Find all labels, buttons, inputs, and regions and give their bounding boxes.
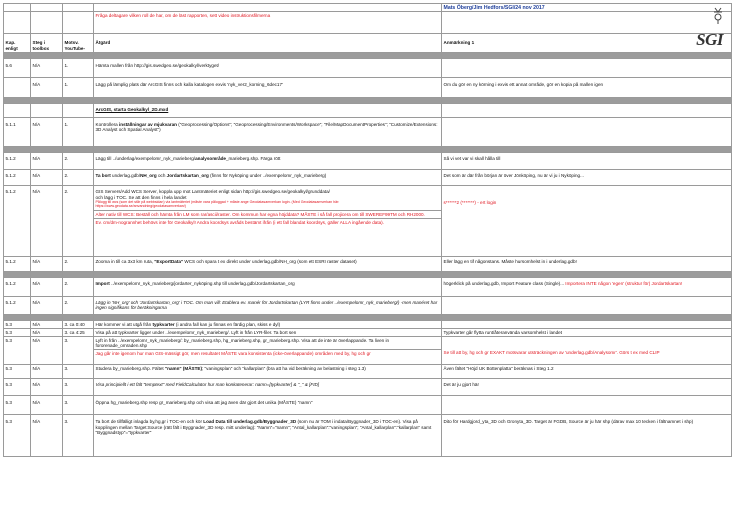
table-row: 5.1.2 N/A 2. Zooma in till ca 3x3 km ruta, "ExportData" WCS och spara t ex direkt under underlag.gdb/NH_org (som ett ESRI raster dataset) Eller lägg en tif någonstans. Måste hursomhelst in i underlag.gdb!	[4, 256, 732, 272]
col-atgard: Åtgärd	[94, 34, 442, 52]
col-steg: Steg i toolbox	[31, 34, 63, 52]
author-date: Mats Öberg/Jim Hedfors/SGI/24 nov 2017	[443, 4, 545, 11]
table-row: 5.1.2 N/A 2. Lägg till ../underlag/exempelomr_nyk_marieberg/analysområde_marieberg.shp. Färga rött Så vi vet var vi skall hålla till	[4, 153, 732, 170]
table-row: N/A 1. Lägg på lämplig plats där ArcGIS finns och kalla katalogen exvis 'nyk_ver2_korning_6dec17' Om du gör en ny körning i exvis ett annat område, gör en kopia på mallen igen	[4, 78, 732, 98]
table-row: 5.3 N/A 3. Studera by_marieberg.shp. Fältet "namn" (MÅSTE); "vaningsplan" och "kallarplan" (bra att ha vid beräkning av belastning i steg 1.3) Även fältet "Höjd UK Bottenplatta" beräknas i Steg 1.2	[4, 365, 732, 379]
section-title: ArcGIS, starta Geokalkyl_2D.mxd	[95, 106, 169, 112]
table-row: 5.3 N/A 3. Ta bort de tillfälligt inlagda by,hg,gr i TOC-en och kör Load Data till underlag.gdb/Byggnader_3D (som nu är TOM i indata/Byggnader_3D i TOC-en). Visa på kopplingen mellan Target:Source (rätt fält i Byggnader_3D resp. mitt underlag): "Namn"="namn"; "Antal_kallarplan":"vaningsplan"; "Antal_kallarplan":"kallarplan" samt "Byggnadstyp"="typkvarter" Dito för Hardgjord_yta_3D och Gronyta_3D. Target är FGDB, Source är ju här shp (därav max 10 tecken i fältnamnet i shp)	[4, 415, 732, 457]
logo-text: SGI	[696, 30, 723, 49]
table-row: 5.1.2 N/A 2. GIS Servers/Add WCS Server, koppla upp mot Lantmäteriet enligt sidan http://gis.swedgeo.se/geokalkyl/grunddata/ och lägg i TOC. Se att den finns i hela landet Pålogg till wcs (som det står på webbsidan) via lantmäteriet (måste vara påloggad + måste ange Geodatasamverkan login. (Med Geodatasamverkan här: https://www.geodata.se/anvandning/geodatasamverkan/) Alter nativ till WCS: Beställ och hämta från LM som rar/ascii/raster. Om kommun har egna höjddata? MÅSTE i så fall projicera om till SWEREF99TM och RH2000. Ev. cm/dm-nogrannhet behövs inte för Geokalkyl! Andra koordsys avråds bestämt ifrån (i ett fall blandat koordsys, gäller ALLA ingående data). s******2 (*******) - ert login	[4, 186, 732, 257]
section-row	[4, 103, 732, 117]
table-row: 5.3 N/A 3. Lyft in från ../exempelomr_nyk_marieberg/: by_marieberg.shp, hg_marieberg.shp, gr_marieberg.shp. Visa att de inte är överlappande. Ta liven in fororenade_omraden.shp Jag går inte igenom hur man GIS-mässigt gör, men resultatet MÅSTE vara konsistenta (icke-överlappande) områden med by, hg och gr Se till att by, hg och gr EXAKT motsvarar utsträckningen av 'underlag.gdb/Analysomr'. Görs t ex med CLIP	[4, 337, 732, 365]
instruction-text: Fråga deltagare vilken roll de har, om de läst rapporten, sett video instruktionsfilmerna	[94, 12, 442, 34]
col-anmarkning: Anmärkning 1	[442, 34, 732, 52]
table-row: 5.3 N/A 3. ca 0:40 Här kommer vi att utgå från typkvarter (i andra fall kan ju finnas en färdig plan, skiss e dyl)	[4, 321, 732, 329]
spreadsheet	[3, 3, 732, 457]
column-header-row	[4, 34, 732, 52]
table-row: 5.1.1 N/A 1. Kontrollera inställningar av mjukvaran ("Geoprocessing/Options"; "Geoprocessing/Environments/Workspace"; "File/MapDocumentProperties"; "Customize/Extensions: 3D Analyst och Spatial Analyst")	[4, 117, 732, 147]
table-row: 5.1.2 N/A 2. Ta bort underlag.gdb/NH_org och Jordartskartan_org (finns för Nyköping under ../exempelomr_nyk_marieberg) Det som är där från början är över Jönköping, nu är vi ju i Nyköping...	[4, 169, 732, 186]
header-row-2	[4, 12, 732, 34]
header-row-1	[4, 4, 732, 12]
table-row: 5.1.2 N/A 2. Lägg in 'NH_org' och 'Jordartskartan_org' i TOC. Om man vill: Etablera ev. manér för Jordartskartan (LYR finns under ../exempelomr_nyk_marieberg/) -men manéret har ingen signifikans för beräkningarna	[4, 296, 732, 315]
col-kap: Kap. enligt	[4, 34, 31, 52]
col-motsv: Motsv. YouTube-	[63, 34, 94, 52]
table-row: 5.3 N/A 3. ca 4:25 Visa på att typkvarter ligger under ../exempelomr_nyk_marieberg/. Lyft in från LYR-filer. Ta bort sen Typkvarter går flytta runt/återanvända varsomhelst i landet	[4, 329, 732, 337]
table-row: 5.6 N/A 1. Hämta mallen från http://gis.swedgeo.se/geokalkyl/verktyget/	[4, 58, 732, 78]
sgi-logo	[685, 6, 731, 49]
table-row: 5.3 N/A 3. Visa principiellt i ett fält "temptext" med FieldCalculator hur man konkatenerar: namn=[typkvarter] & "_" & [FID] Det är ju gjort här	[4, 379, 732, 396]
table-row: 5.3 N/A 3. Öppna hg_marieberg.shp resp gr_marieberg.shp och visa att jag även där gjort det unika (MÅSTE) "namn"	[4, 395, 732, 415]
table-row: 5.1.2 N/A 2. Import ../exempelomr_nyk_marieberg/jordarter_nyköping.shp till underlag.gdb/Jordartskartan_org högerklick på underlag.gdb, Import Feature class (Single)... Importera INTE någon 'egen' (struktur för) Jordartskartan!	[4, 278, 732, 297]
